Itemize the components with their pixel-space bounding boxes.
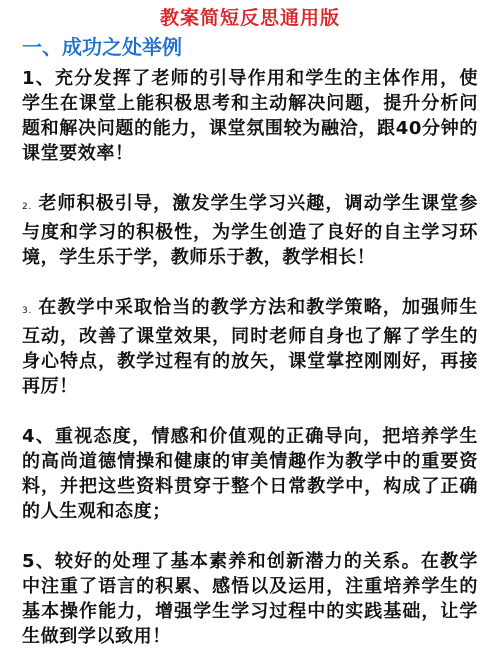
paragraph-1 bbox=[22, 66, 478, 166]
paragraph-2 bbox=[22, 191, 478, 270]
paragraph-1-text: 充分发挥了老师的引导作用和学生的主体作用，使学生在课堂上能积极思考和主动解决问题，提升分析问题和解决问题的能力，课堂氛围较为融洽，跟40分钟的课堂要效率！ bbox=[22, 68, 478, 164]
paragraph-1-number: 1、 bbox=[22, 68, 56, 89]
paragraph-gap bbox=[22, 270, 478, 295]
paragraph-2-text: 老师积极引导，激发学生学习兴趣，调动学生课堂参与度和学习的积极性，为学生创造了良好的自主学习环境，学生乐于学，教师乐于教，教学相长！ bbox=[22, 193, 478, 268]
paragraph-3-number: 3. bbox=[22, 306, 32, 316]
paragraph-5-number: 5、 bbox=[22, 551, 56, 572]
paragraph-4 bbox=[22, 424, 478, 524]
paragraph-4-text: 重视态度，情感和价值观的正确导向，把培养学生的高尚道德情操和健康的审美情趣作为教学中的重要资料，并把这些资料贯穿于整个日常教学中，构成了正确的人生观和态度； bbox=[22, 426, 478, 522]
paragraph-gap bbox=[22, 399, 478, 424]
paragraph-4-number: 4、 bbox=[22, 426, 56, 447]
paragraph-3-text: 在教学中采取恰当的教学方法和教学策略，加强师生互动，改善了课堂效果，同时老师自身也了解了学生的身心特点，教学过程有的放矢，课堂掌控刚刚好，再接再厉！ bbox=[22, 297, 478, 397]
paragraph-3 bbox=[22, 295, 478, 399]
paragraph-5 bbox=[22, 549, 478, 649]
paragraph-5-text: 较好的处理了基本素养和创新潜力的关系。在教学中注重了语言的积累、感悟以及运用，注重培养学生的基本操作能力，增强学生学习过程中的实践基础，让学生做到学以致用！ bbox=[22, 551, 478, 647]
paragraph-gap bbox=[22, 166, 478, 191]
paragraph-2-number: 2. bbox=[22, 202, 32, 212]
paragraph-gap bbox=[22, 524, 478, 549]
section-heading: 一、成功之处举例 bbox=[22, 35, 182, 59]
document-title: 教案简短反思通用版 bbox=[159, 7, 340, 29]
